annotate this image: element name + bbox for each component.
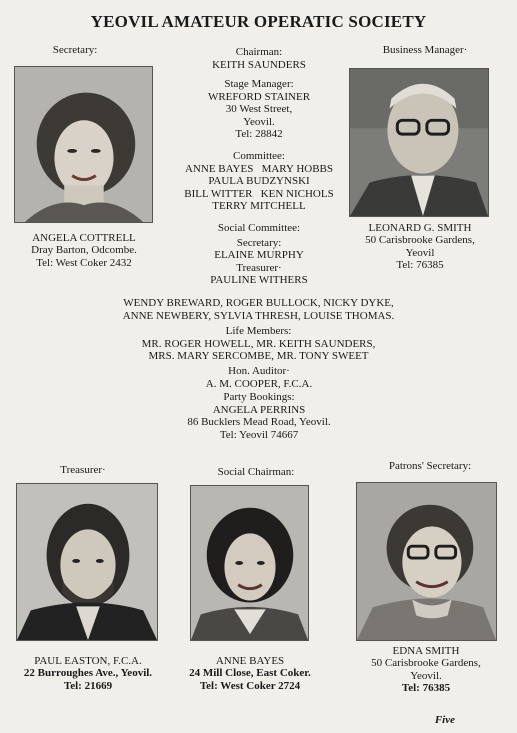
members-line-1: WENDY BREWARD, ROGER BULLOCK, NICKY DYKE, [123, 297, 394, 309]
social-committee-block [159, 222, 359, 287]
chairman-role-label: Chairman: [235, 46, 283, 58]
secretary-address: Dray Barton, Odcombe. [31, 244, 137, 257]
secretary-tel: Tel: West Coker 2432 [36, 256, 132, 269]
stage-manager-address2: Yeovil. [243, 115, 275, 128]
life-members-role-label: Life Members: [225, 325, 292, 337]
auditor-name: A. M. COOPER, F.C.A. [205, 377, 313, 390]
treasurer-tel: Tel: 21669 [63, 679, 113, 692]
party-bookings-tel: Tel: Yeovil 74667 [219, 428, 299, 441]
social-chairman-caption [170, 655, 330, 692]
patrons-secretary-name: EDNA SMITH [392, 645, 460, 657]
secretary-caption [4, 232, 164, 269]
stage-manager-name: WREFORD STAINER [207, 90, 311, 103]
patrons-secretary-address1: 50 Carisbrooke Gardens, [371, 657, 481, 670]
stage-manager-block [159, 78, 359, 141]
social-secretary-name: ELAINE MURPHY [214, 249, 304, 262]
social-committee-role-label: Social Committee: [217, 222, 301, 234]
patrons-secretary-tel: Tel: 76385 [401, 682, 451, 695]
business-manager-name: LEONARD G. SMITH [368, 222, 472, 234]
treasurer-name: PAUL EASTON, F.C.A. [34, 655, 142, 667]
stage-manager-tel: Tel: 28842 [235, 128, 283, 141]
auditor-role-label: Hon. Auditor· [228, 365, 290, 377]
business-manager-address2: Yeovil [405, 246, 435, 259]
committee-line-1: ANNE BAYES MARY HOBBS [184, 162, 334, 175]
stage-manager-address1: 30 West Street, [225, 103, 293, 116]
social-chairman-photo [190, 485, 309, 641]
party-bookings-role-label: Party Bookings: [223, 391, 295, 403]
chairman-block [159, 46, 359, 71]
party-bookings-name: ANGELA PERRINS [212, 403, 306, 416]
stage-manager-role-label: Stage Manager: [224, 78, 294, 90]
committee-line-4: TERRY MITCHELL [212, 200, 306, 213]
chairman-name: KEITH SAUNDERS [212, 58, 306, 71]
patrons-secretary-address2: Yeovil. [410, 669, 442, 682]
treasurer-caption [6, 655, 170, 692]
party-bookings-address: 86 Bucklers Mead Road, Yeovil. [187, 416, 331, 429]
social-chairman-tel: Tel: West Coker 2724 [199, 679, 301, 692]
committee-block [159, 150, 359, 213]
secretary-photo [14, 66, 153, 223]
auditor-block [159, 365, 359, 390]
social-secretary-role-label: Secretary: [236, 236, 282, 249]
business-manager-role-label: Business Manager· [382, 44, 468, 56]
social-chairman-role-label: Social Chairman: [217, 466, 295, 478]
life-members-line-2: MRS. MARY SERCOMBE, MR. TONY SWEET [148, 350, 369, 363]
social-treasurer-name: PAULINE WITHERS [210, 274, 308, 287]
secretary-role-label: Secretary: [52, 44, 98, 56]
party-bookings-block [159, 391, 359, 441]
business-manager-photo [349, 68, 489, 217]
patrons-secretary-photo [356, 482, 497, 641]
patrons-secretary-role-label: Patrons' Secretary: [388, 460, 472, 472]
social-chairman-name: ANNE BAYES [215, 655, 285, 667]
committee-line-3: BILL WITTER KEN NICHOLS [184, 187, 334, 200]
business-manager-caption [345, 222, 495, 272]
secretary-name: ANGELA COTTRELL [32, 232, 136, 244]
life-members-line-1: MR. ROGER HOWELL, MR. KEITH SAUNDERS, [141, 337, 376, 350]
treasurer-role-label: Treasurer· [60, 464, 106, 476]
page-title: YEOVIL AMATEUR OPERATIC SOCIETY [90, 12, 427, 31]
business-manager-tel: Tel: 76385 [396, 259, 444, 272]
members-line-2: ANNE NEWBERY, SYLVIA THRESH, LOUISE THOMAS. [122, 309, 395, 322]
committee-members-block [60, 297, 457, 322]
page-number: Five [434, 714, 455, 726]
social-treasurer-role-label: Treasurer· [236, 261, 282, 274]
committee-role-label: Committee: [233, 150, 285, 162]
patrons-secretary-caption [346, 645, 506, 695]
treasurer-address: 22 Burroughes Ave., Yeovil. [23, 667, 153, 680]
business-manager-address1: 50 Carisbrooke Gardens, [365, 234, 475, 247]
treasurer-photo [16, 483, 158, 641]
social-chairman-address: 24 Mill Close, East Coker. [189, 667, 311, 680]
committee-line-2: PAULA BUDZYNSKI [208, 175, 310, 188]
life-members-block [60, 325, 457, 363]
